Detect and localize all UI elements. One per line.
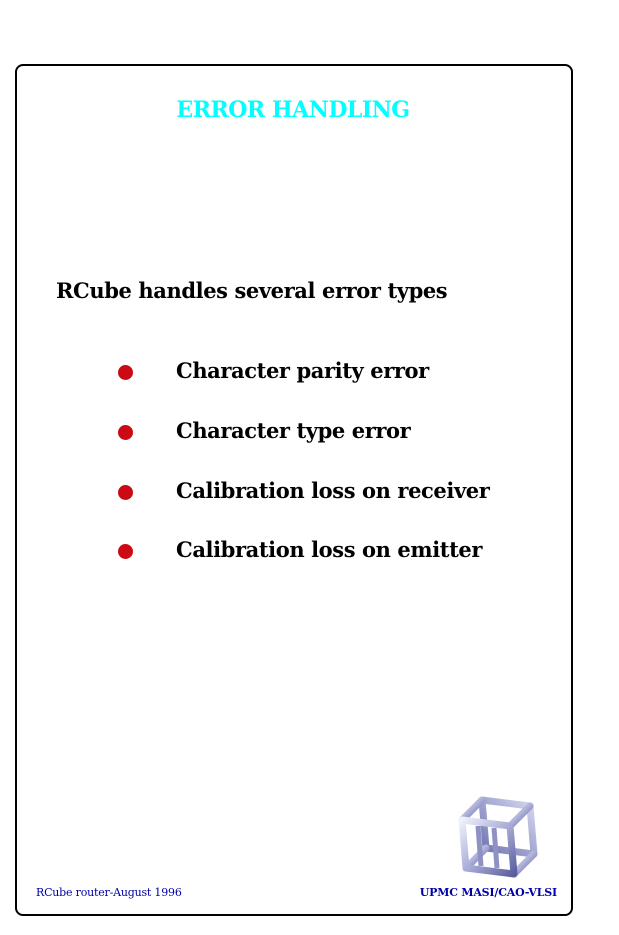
list-item [118,478,548,508]
bullet-text: Character parity error [176,358,429,383]
bullet-icon [118,544,133,559]
bullet-icon [118,425,133,440]
footer-left-text: RCube router-August 1996 [36,886,182,899]
list-item [118,537,548,567]
bullet-icon [118,485,133,500]
footer-right-text: UPMC MASI/CAO-VLSI [419,886,557,899]
bullet-icon [118,365,133,380]
bullet-text: Calibration loss on receiver [176,478,490,503]
slide-title: ERROR HANDLING [176,97,410,123]
intro-text: RCube handles several error types [56,278,448,303]
list-item [118,358,548,388]
bullet-text: Calibration loss on emitter [176,537,483,562]
list-item [118,418,548,448]
bullet-text: Character type error [176,418,411,443]
rcube-logo-icon [452,796,538,880]
